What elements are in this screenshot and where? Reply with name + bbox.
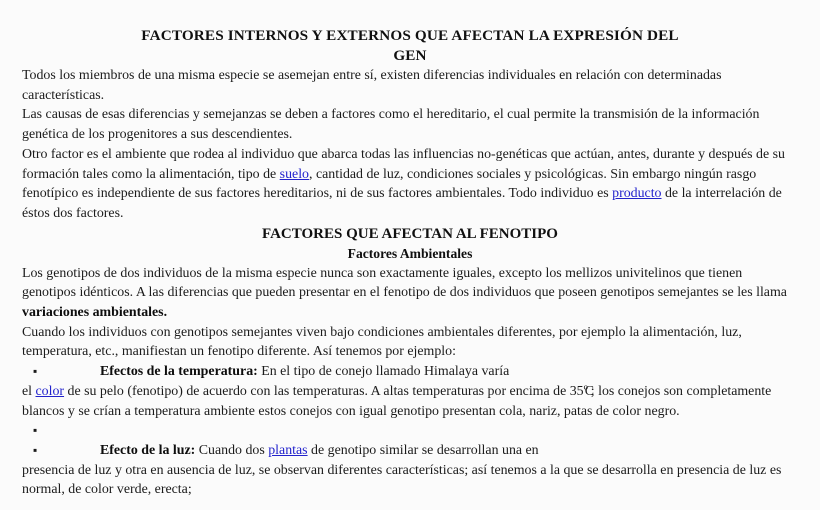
bullet-label-luz: Efecto de la luz: xyxy=(100,442,196,458)
document-title xyxy=(22,26,798,66)
paragraph-1: Todos los miembros de una misma especie se asemejan entre sí, existen diferencias individuales en relación con determinadas características. xyxy=(22,68,722,103)
bullet-marker-icon xyxy=(22,362,100,382)
document-title-line-2: GEN xyxy=(393,47,427,64)
paragraph-4 xyxy=(22,264,798,323)
bullet-marker-icon-2 xyxy=(22,441,100,461)
bullet-cont-text-c: ; los conejos son completamente blancos y se crían a temperatura ambiente estos conejos con igual genotipo presentan cola, nariz, patas de color negro. xyxy=(22,383,772,419)
section-heading: FACTORES QUE AFECTAN AL FENOTIPO xyxy=(262,225,558,242)
bullet-text-temperatura: En el tipo de conejo llamado Himalaya varía xyxy=(257,364,510,380)
bullet-continuation-luz: presencia de luz y otra en ausencia de luz, se observan diferentes características; así tenemos a la que se desarrolla en presencia de luz es normal, de color verde, erecta; xyxy=(22,462,782,498)
paragraph-3 xyxy=(22,145,798,224)
bullet-text-luz-b: de genotipo similar se desarrollan una en xyxy=(307,442,539,458)
paragraph-3-text-c: de la interrelación de éstos dos factores. xyxy=(22,186,782,221)
link-producto[interactable]: producto xyxy=(612,186,662,202)
link-plantas[interactable]: plantas xyxy=(268,442,308,458)
bullet-cont-text-a: el xyxy=(22,383,36,399)
paragraph-3-text-b: , cantidad de luz, condiciones sociales y psicológicas. Sin embargo ningún rasgo fenotípico es independiente de sus factores hereditarios, ni de sus factores ambientales. Todo individuo es xyxy=(22,166,757,202)
link-suelo[interactable]: suelo xyxy=(279,166,309,182)
paragraph-5: Cuando los individuos con genotipos semejantes viven bajo condiciones ambientales diferentes, por ejemplo la alimentación, luz, temperatura, etc., manifiestan un fenotipo diferente. Así tenemos por ejemplo: xyxy=(22,324,742,360)
paragraph-4-emphasis: variaciones ambientales. xyxy=(22,305,168,321)
bullet-label-temperatura: Efectos de la temperatura: xyxy=(100,364,258,380)
paragraph-3-text-a: Otro factor es el ambiente que rodea al individuo que abarca todas las influencias no-genéticas que actúan, antes, durante y después de su formación tales como la alimentación, tipo de xyxy=(22,146,785,182)
subsection-heading: Factores Ambientales xyxy=(347,245,473,261)
document-title-line-1: FACTORES INTERNOS Y EXTERNOS QUE AFECTAN LA EXPRESIÓN DEL xyxy=(141,27,679,44)
paragraph-2: Las causas de esas diferencias y semejanzas se deben a factores como el hereditario, el cual permite la transmisión de la información genética de los progenitores a sus descendientes. xyxy=(22,107,760,143)
bullet-item-luz xyxy=(22,441,798,461)
bullet-item-temperatura xyxy=(22,362,798,382)
paragraph-4-text: Los genotipos de dos individuos de la misma especie nunca son exactamente iguales, excepto los mellizos univitelinos que tienen genotipos idénticos. A las diferencias que pueden presentar en el fenotipo de dos individuos que poseen genotipos semejantes se les llama xyxy=(22,265,787,301)
bullet-cont-text-b: de su pelo (fenotipo) de acuerdo con las temperaturas. A altas temperaturas por encima de 35 xyxy=(64,383,584,399)
bullet-item-empty xyxy=(22,421,798,441)
bullet-text-luz-a: Cuando dos xyxy=(195,442,269,458)
bullet-continuation-temperatura xyxy=(22,382,798,421)
link-color[interactable]: color xyxy=(35,383,65,399)
degree-celsius-symbol: ºC xyxy=(583,383,591,399)
